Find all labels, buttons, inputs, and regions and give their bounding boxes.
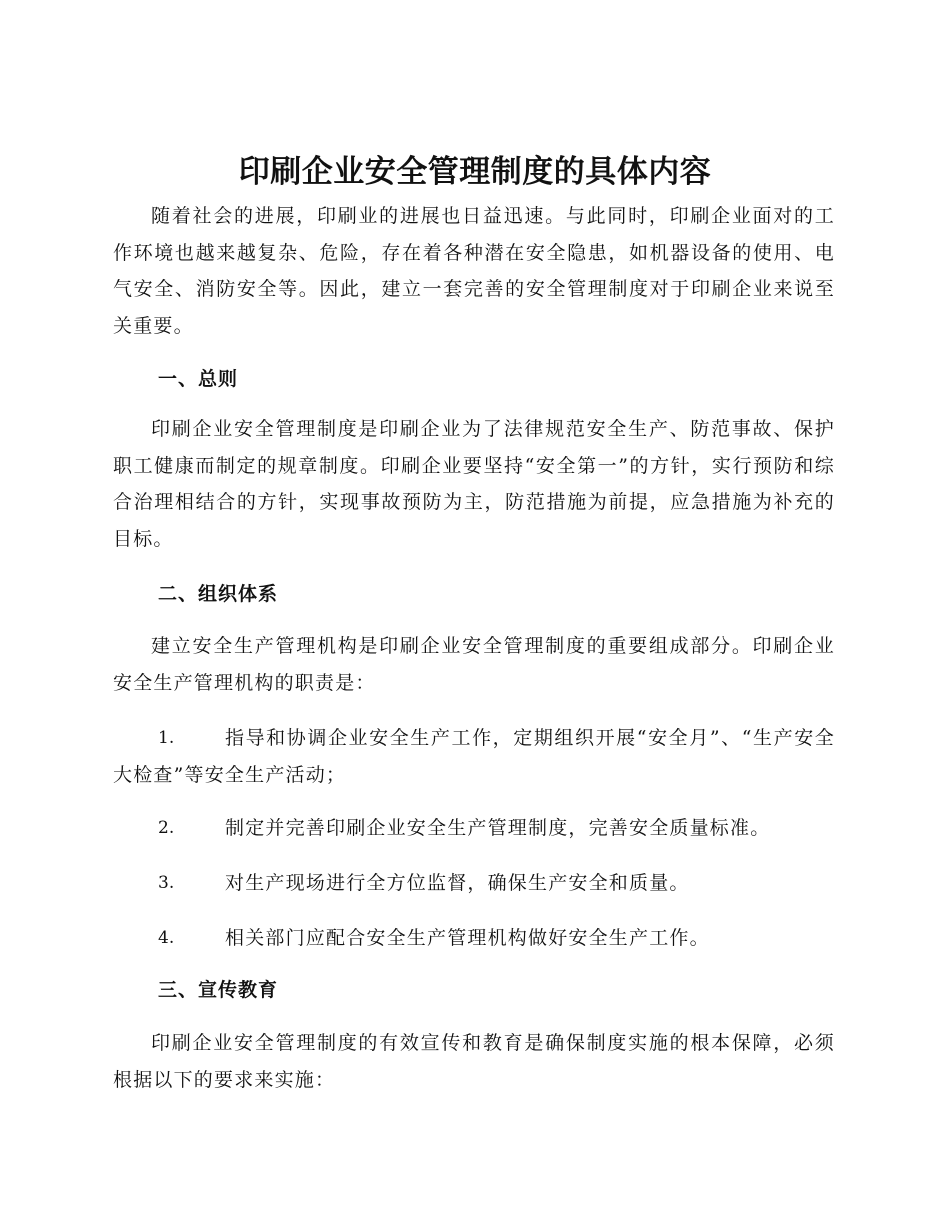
list-item <box>113 810 835 847</box>
section-paragraph-education: 印刷企业安全管理制度的有效宣传和教育是确保制度实施的根本保障，必须根据以下的要求来实施： <box>113 1032 835 1091</box>
list-item-number: 4. <box>158 928 175 948</box>
section-paragraph-organization: 建立安全生产管理机构是印刷企业安全管理制度的重要组成部分。印刷企业安全生产管理机构的职责是： <box>113 635 835 694</box>
list-item <box>113 865 835 902</box>
list-item-text: 指导和协调企业安全生产工作，定期组织开展“安全月”、“生产安全大检查”等安全生产活动； <box>113 727 835 786</box>
section-heading-organization: 二、组织体系 <box>158 583 279 605</box>
section-heading-general: 一、总则 <box>158 368 239 390</box>
list-item-text: 制定并完善印刷企业安全生产管理制度，完善安全质量标准。 <box>225 817 771 839</box>
list-item <box>113 720 835 793</box>
list-item-number: 2. <box>158 818 175 838</box>
list-item-number: 1. <box>158 728 175 748</box>
list-item-text: 相关部门应配合安全生产管理机构做好安全生产工作。 <box>225 927 710 949</box>
list-item <box>113 920 835 957</box>
intro-paragraph: 随着社会的进展，印刷业的进展也日益迅速。与此同时，印刷企业面对的工作环境也越来越复杂、危险，存在着各种潜在安全隐患，如机器设备的使用、电气安全、消防安全等。因此，建立一套完善的安全管理制度对于印刷企业来说至关重要。 <box>113 205 835 337</box>
list-item-number: 3. <box>158 873 175 893</box>
section-heading-education: 三、宣传教育 <box>158 979 279 1001</box>
section-paragraph-general: 印刷企业安全管理制度是印刷企业为了法律规范安全生产、防范事故、保护职工健康而制定的规章制度。印刷企业要坚持“安全第一”的方针，实行预防和综合治理相结合的方针，实现事故预防为主，防范措施为前提，应急措施为补充的目标。 <box>113 418 835 550</box>
list-item-text: 对生产现场进行全方位监督，确保生产安全和质量。 <box>225 872 690 894</box>
document-title: 印刷企业安全管理制度的具体内容 <box>238 154 712 190</box>
